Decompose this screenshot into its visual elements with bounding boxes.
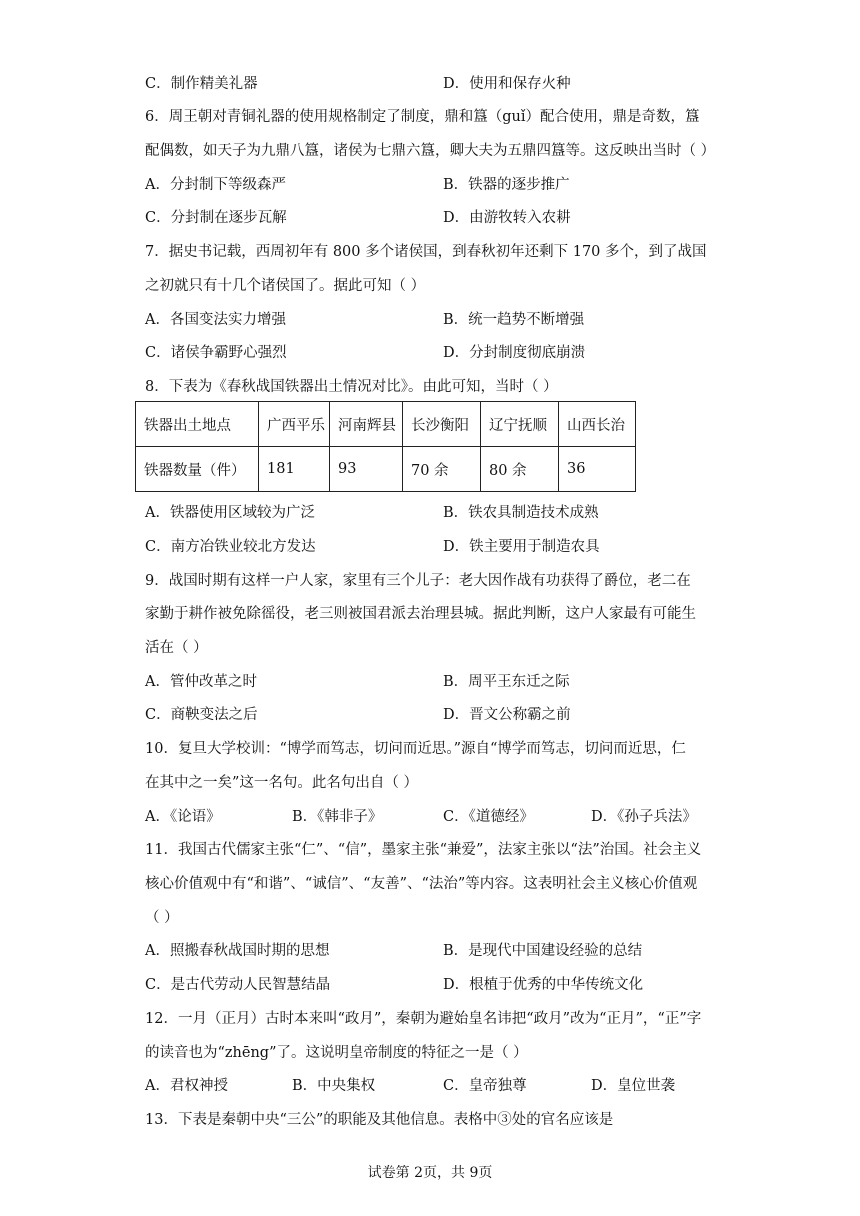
q10-option-c: C．《道德经》 <box>443 809 534 825</box>
q5-option-c: C．制作精美礼器 <box>145 76 258 92</box>
q12-option-d: D．皇位世袭 <box>591 1078 676 1094</box>
q10-stem-line1: 10．复旦大学校训：“博学而笃志，切问而近思。”源自“博学而笃志，切问而近思，仁 <box>145 741 686 757</box>
q9-stem-line1: 9．战国时期有这样一户人家，家里有三个儿子：老大因作战有功获得了爵位，老二在 <box>145 573 691 589</box>
q11-stem-line3: （ ） <box>145 910 179 926</box>
q10-option-a: A．《论语》 <box>145 809 221 825</box>
table-cell: 70 余 <box>403 447 481 492</box>
table-cell: 80 余 <box>481 447 559 492</box>
q12-stem-line1: 12．一月（正月）古时本来叫“政月”，秦朝为避始皇名讳把“政月”改为“正月”，“正”字 <box>145 1011 702 1027</box>
q6-stem-line2: 配偶数，如天子为九鼎八簋，诸侯为七鼎六簋，卿大夫为五鼎四簋等。这反映出当时（ ） <box>145 143 716 159</box>
table-cell: 36 <box>559 447 636 492</box>
table-cell: 铁器数量（件） <box>136 447 259 492</box>
q6-option-a: A．分封制下等级森严 <box>145 177 286 193</box>
q7-option-b: B．统一趋势不断增强 <box>443 312 585 328</box>
q10-stem-line2: 在其中之一矣”这一名句。此名句出自（ ） <box>145 775 419 791</box>
q8-option-a: A．铁器使用区域较为广泛 <box>145 505 315 521</box>
q11-stem-line2: 核心价值观中有“和谐”、“诚信”、“友善”、“法治”等内容。这表明社会主义核心价值观 <box>145 876 698 892</box>
table-cell: 广西平乐 <box>259 402 330 447</box>
table-cell: 山西长治 <box>559 402 636 447</box>
page-footer: 试卷第 2页，共 9页 <box>367 1165 493 1181</box>
table-row <box>136 402 636 447</box>
table-cell: 铁器出土地点 <box>136 402 259 447</box>
q5-option-d: D．使用和保存火种 <box>443 76 571 92</box>
q12-option-b: B．中央集权 <box>292 1078 376 1094</box>
q11-option-b: B．是现代中国建设经验的总结 <box>443 943 643 959</box>
q7-stem-line2: 之初就只有十几个诸侯国了。据此可知（ ） <box>145 278 426 294</box>
q6-option-c: C．分封制在逐步瓦解 <box>145 210 287 226</box>
q8-option-d: D．铁主要用于制造农具 <box>443 539 600 555</box>
q11-option-d: D．根植于优秀的中华传统文化 <box>443 977 644 993</box>
q9-option-a: A．管仲改革之时 <box>145 674 257 690</box>
q10-option-d: D．《孙子兵法》 <box>591 809 697 825</box>
table-cell: 长沙衡阳 <box>403 402 481 447</box>
q12-stem-line2: 的读音也为“zhēng”了。这说明皇帝制度的特征之一是（ ） <box>145 1045 528 1061</box>
q10-option-b: B．《韩非子》 <box>292 809 383 825</box>
q7-option-a: A．各国变法实力增强 <box>145 312 286 328</box>
q8-stem-line1: 8．下表为《春秋战国铁器出土情况对比》。由此可知，当时（ ） <box>145 379 558 395</box>
q8-option-b: B．铁农具制造技术成熟 <box>443 505 599 521</box>
q9-option-d: D．晋文公称霸之前 <box>443 707 571 723</box>
q6-option-d: D．由游牧转入农耕 <box>443 210 571 226</box>
q6-stem-line1: 6．周王朝对青铜礼器的使用规格制定了制度，鼎和簋（guǐ）配合使用，鼎是奇数，簋 <box>145 109 700 125</box>
iron-artifacts-table <box>135 401 636 492</box>
q8-option-c: C．南方冶铁业较北方发达 <box>145 539 316 555</box>
q9-option-c: C．商鞅变法之后 <box>145 707 258 723</box>
q6-option-b: B．铁器的逐步推广 <box>443 177 570 193</box>
table-cell: 辽宁抚顺 <box>481 402 559 447</box>
q7-option-c: C．诸侯争霸野心强烈 <box>145 345 287 361</box>
table-cell: 181 <box>259 447 330 492</box>
table-cell: 93 <box>330 447 403 492</box>
q9-stem-line3: 活在（ ） <box>145 640 208 656</box>
q9-option-b: B．周平王东迁之际 <box>443 674 570 690</box>
q11-stem-line1: 11．我国古代儒家主张“仁”、“信”，墨家主张“兼爱”，法家主张以“法”治国。社会主义 <box>145 842 702 858</box>
q7-stem-line1: 7．据史书记载，西周初年有 800 多个诸侯国，到春秋初年还剩下 170 多个，到了战国 <box>145 244 707 260</box>
q12-option-a: A．君权神授 <box>145 1078 228 1094</box>
q13-stem-line1: 13．下表是秦朝中央“三公”的职能及其他信息。表格中③处的官名应该是 <box>145 1112 614 1128</box>
q7-option-d: D．分封制度彻底崩溃 <box>443 345 586 361</box>
q11-option-c: C．是古代劳动人民智慧结晶 <box>145 977 331 993</box>
q12-option-c: C．皇帝独尊 <box>443 1078 527 1094</box>
table-row <box>136 447 636 492</box>
q11-option-a: A．照搬春秋战国时期的思想 <box>145 943 330 959</box>
q9-stem-line2: 家勤于耕作被免除徭役，老三则被国君派去治理县城。据此判断，这户人家最有可能生 <box>145 606 696 622</box>
table-cell: 河南辉县 <box>330 402 403 447</box>
